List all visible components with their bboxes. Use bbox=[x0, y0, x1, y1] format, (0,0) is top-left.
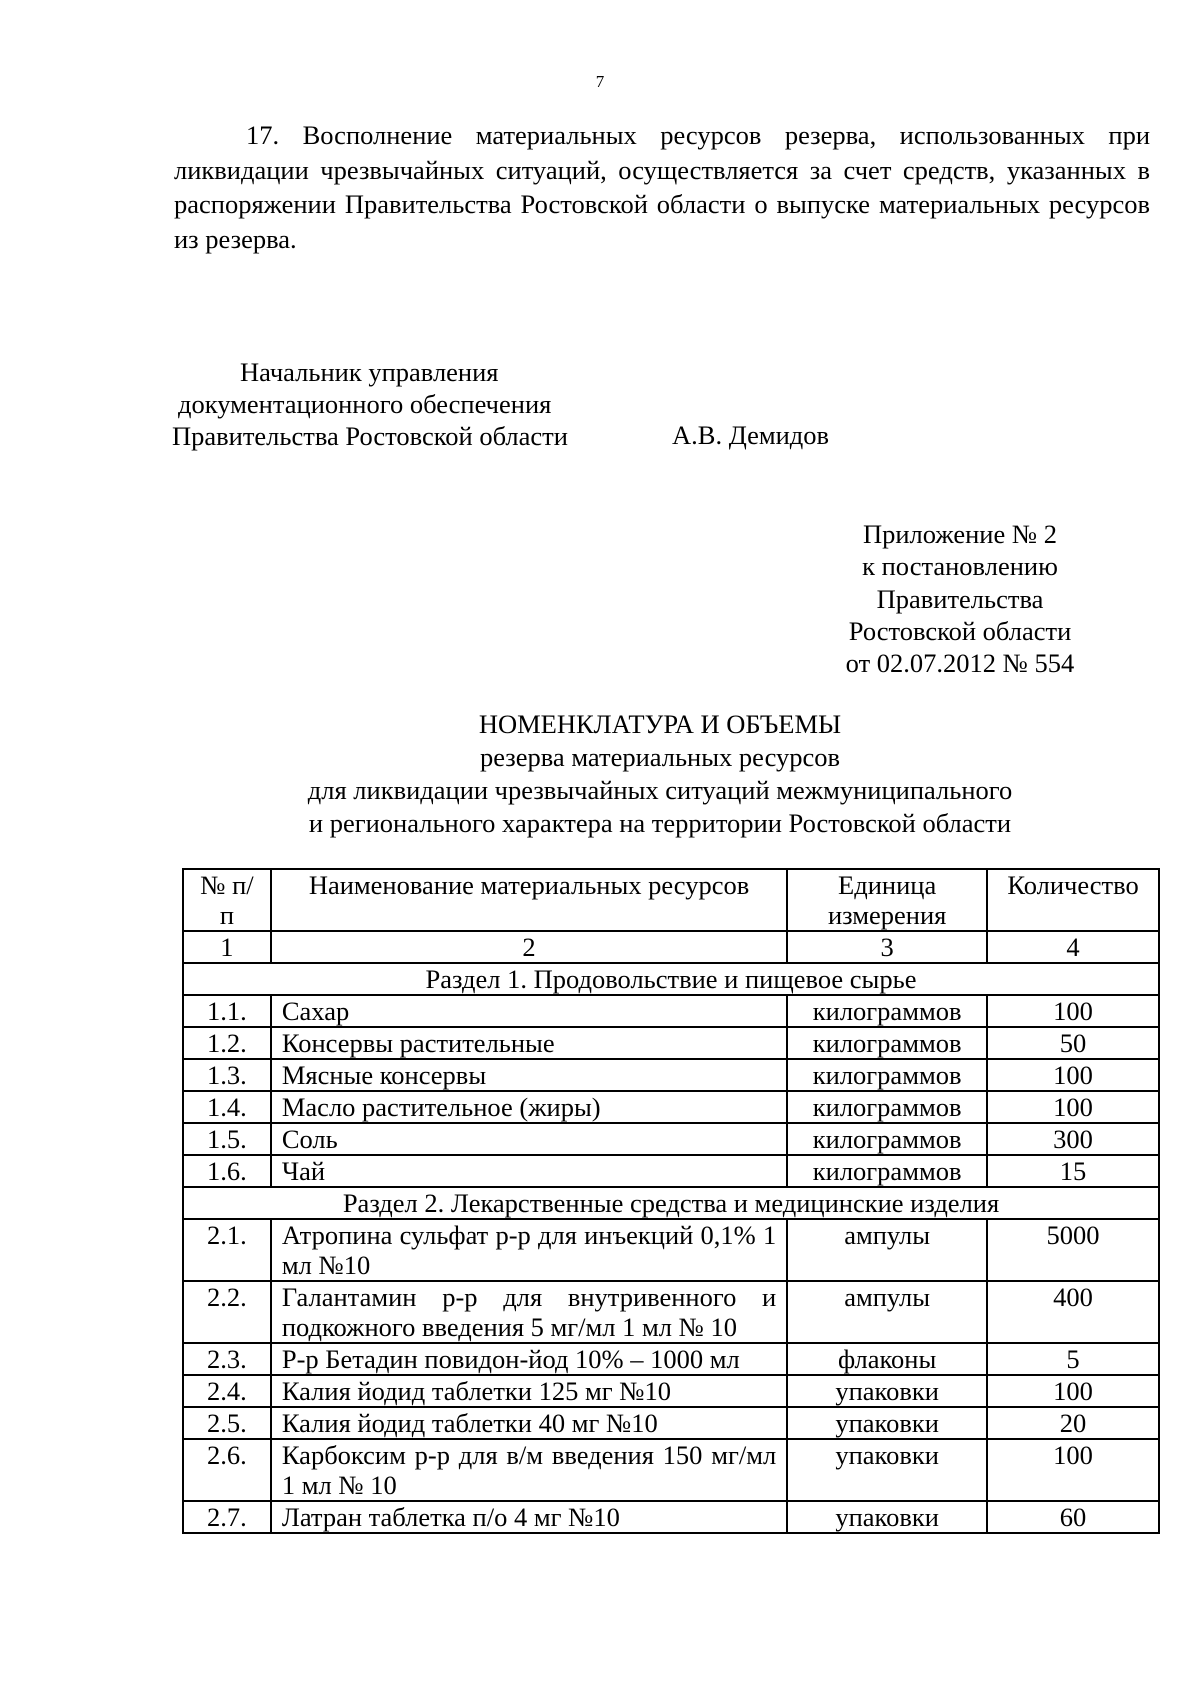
row-name: Масло растительное (жиры) bbox=[271, 1091, 787, 1123]
appendix-line-5: от 02.07.2012 № 554 bbox=[845, 648, 1075, 679]
row-unit: килограммов bbox=[787, 1155, 987, 1187]
row-num: 2.2. bbox=[183, 1281, 271, 1343]
row-qty: 15 bbox=[987, 1155, 1159, 1187]
row-qty: 5 bbox=[987, 1343, 1159, 1375]
row-name: Латран таблетка п/о 4 мг №10 bbox=[271, 1501, 787, 1533]
table-row bbox=[183, 1155, 1159, 1187]
title-line-2: резерва материальных ресурсов bbox=[479, 742, 841, 772]
appendix-line-2: к постановлению bbox=[862, 551, 1058, 582]
table-header-row bbox=[183, 869, 1159, 931]
row-name: Консервы растительные bbox=[271, 1027, 787, 1059]
row-name: Мясные консервы bbox=[271, 1059, 787, 1091]
row-qty: 100 bbox=[987, 995, 1159, 1027]
nomenclature-table bbox=[182, 868, 1160, 1534]
row-name: Чай bbox=[271, 1155, 787, 1187]
row-name: Р-р Бетадин повидон-йод 10% – 1000 мл bbox=[271, 1343, 787, 1375]
signature-block bbox=[172, 356, 568, 452]
row-unit: упаковки bbox=[787, 1439, 987, 1501]
column-number: 4 bbox=[987, 931, 1159, 963]
row-name: Карбоксим р-р для в/м введения 150 мг/мл 1 мл № 10 bbox=[271, 1439, 787, 1501]
row-unit: флаконы bbox=[787, 1343, 987, 1375]
row-qty: 60 bbox=[987, 1501, 1159, 1533]
table-row bbox=[183, 1059, 1159, 1091]
table-row bbox=[183, 995, 1159, 1027]
row-num: 2.3. bbox=[183, 1343, 271, 1375]
row-name: Соль bbox=[271, 1123, 787, 1155]
signature-title-line-2: документационного обеспечения bbox=[178, 389, 552, 419]
row-unit: ампулы bbox=[787, 1219, 987, 1281]
row-unit: килограммов bbox=[787, 1123, 987, 1155]
section-2-row bbox=[183, 1187, 1159, 1219]
title-line-1: НОМЕНКЛАТУРА И ОБЪЕМЫ bbox=[478, 709, 842, 739]
appendix-line-1: Приложение № 2 bbox=[862, 519, 1057, 549]
row-num: 1.6. bbox=[183, 1155, 271, 1187]
row-num: 2.5. bbox=[183, 1407, 271, 1439]
row-qty: 100 bbox=[987, 1091, 1159, 1123]
table-row bbox=[183, 1375, 1159, 1407]
table-row bbox=[183, 1027, 1159, 1059]
row-num: 1.2. bbox=[183, 1027, 271, 1059]
row-unit: килограммов bbox=[787, 1027, 987, 1059]
signatory-name: А.В. Демидов bbox=[672, 420, 830, 450]
row-num: 2.4. bbox=[183, 1375, 271, 1407]
column-number: 3 bbox=[787, 931, 987, 963]
title-line-4: и регионального характера на территории Ростовской области bbox=[308, 808, 1012, 838]
document-title bbox=[200, 708, 1120, 840]
row-qty: 20 bbox=[987, 1407, 1159, 1439]
row-num: 1.4. bbox=[183, 1091, 271, 1123]
row-name: Атропина сульфат р-р для инъекций 0,1% 1 мл №10 bbox=[271, 1219, 787, 1281]
column-number: 2 bbox=[271, 931, 787, 963]
row-unit: упаковки bbox=[787, 1375, 987, 1407]
header-qty: Количество bbox=[987, 869, 1159, 931]
row-unit: килограммов bbox=[787, 1091, 987, 1123]
table-row bbox=[183, 1407, 1159, 1439]
table-row bbox=[183, 1219, 1159, 1281]
section-2-title: Раздел 2. Лекарственные средства и медицинские изделия bbox=[183, 1187, 1159, 1219]
row-num: 2.1. bbox=[183, 1219, 271, 1281]
row-name: Сахар bbox=[271, 995, 787, 1027]
column-number: 1 bbox=[183, 931, 271, 963]
row-name: Калия йодид таблетки 125 мг №10 bbox=[271, 1375, 787, 1407]
table-row bbox=[183, 1439, 1159, 1501]
row-num: 1.5. bbox=[183, 1123, 271, 1155]
row-num: 1.1. bbox=[183, 995, 271, 1027]
title-line-3: для ликвидации чрезвычайных ситуаций межмуниципального bbox=[307, 775, 1013, 805]
row-unit: ампулы bbox=[787, 1281, 987, 1343]
header-name: Наименование материальных ресурсов bbox=[271, 869, 787, 931]
appendix-header bbox=[820, 518, 1100, 679]
table-row bbox=[183, 1091, 1159, 1123]
row-unit: упаковки bbox=[787, 1501, 987, 1533]
appendix-line-3: Правительства bbox=[876, 583, 1044, 614]
table-row bbox=[183, 1281, 1159, 1343]
table-row bbox=[183, 1123, 1159, 1155]
section-1-row bbox=[183, 963, 1159, 995]
row-name: Галантамин р-р для внутривенного и подкожного введения 5 мг/мл 1 мл № 10 bbox=[271, 1281, 787, 1343]
row-qty: 100 bbox=[987, 1439, 1159, 1501]
row-qty: 100 bbox=[987, 1375, 1159, 1407]
table-row bbox=[183, 1343, 1159, 1375]
row-num: 2.6. bbox=[183, 1439, 271, 1501]
signature-title-line-1: Начальник управления bbox=[240, 357, 499, 387]
row-num: 2.7. bbox=[183, 1501, 271, 1533]
row-unit: килограммов bbox=[787, 1059, 987, 1091]
section-1-title: Раздел 1. Продовольствие и пищевое сырье bbox=[183, 963, 1159, 995]
header-unit: Единица измерения bbox=[787, 869, 987, 931]
row-qty: 300 bbox=[987, 1123, 1159, 1155]
column-number-row bbox=[183, 931, 1159, 963]
row-unit: упаковки bbox=[787, 1407, 987, 1439]
row-qty: 100 bbox=[987, 1059, 1159, 1091]
header-num: № п/п bbox=[183, 869, 271, 931]
row-qty: 50 bbox=[987, 1027, 1159, 1059]
table-row bbox=[183, 1501, 1159, 1533]
signature-title-line-3: Правительства Ростовской области bbox=[172, 421, 568, 451]
row-qty: 400 bbox=[987, 1281, 1159, 1343]
paragraph-17 bbox=[174, 118, 1150, 256]
page-number: 7 bbox=[595, 72, 605, 91]
row-qty: 5000 bbox=[987, 1219, 1159, 1281]
paragraph-17-text: 17. Восполнение материальных ресурсов резерва, использованных при ликвидации чрезвычайных ситуаций, осуществляется за счет средств, указанных в распоряжении Правительства Ростовской области о выпуске материальных ресурсов из резерва. bbox=[174, 120, 1150, 254]
appendix-line-4: Ростовской области bbox=[848, 615, 1072, 646]
row-num: 1.3. bbox=[183, 1059, 271, 1091]
row-unit: килограммов bbox=[787, 995, 987, 1027]
row-name: Калия йодид таблетки 40 мг №10 bbox=[271, 1407, 787, 1439]
